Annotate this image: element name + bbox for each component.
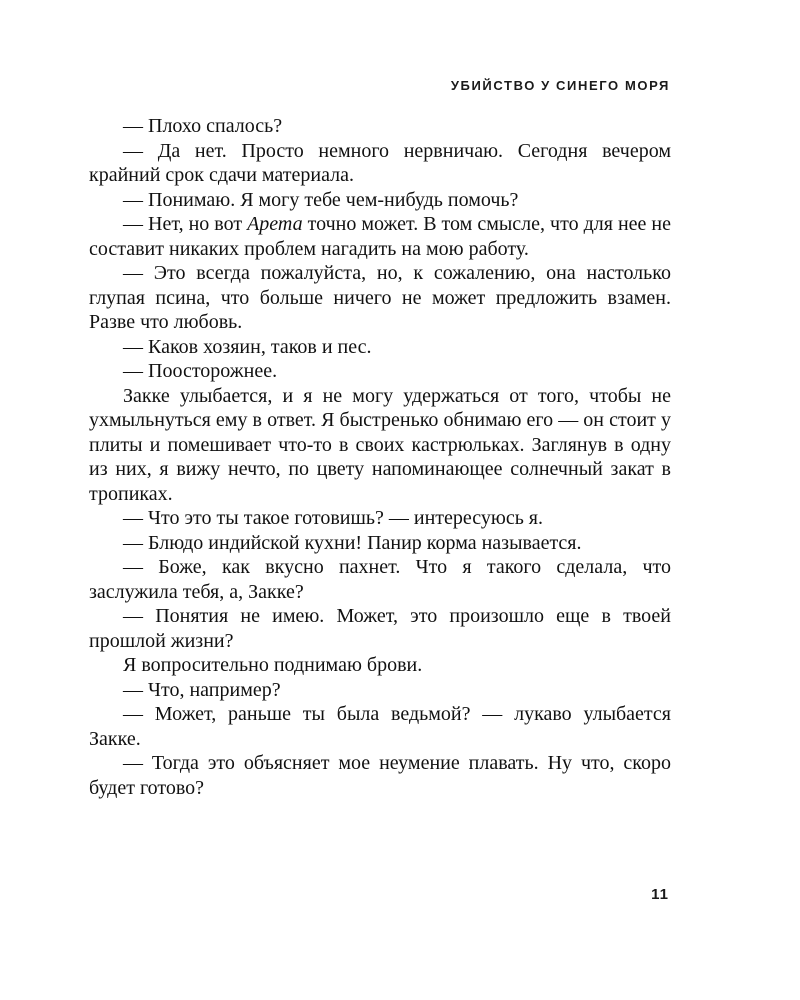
paragraph: — Это всегда пожалуйста, но, к сожалению, она настолько глупая псина, что больше ничего не может предложить взамен. Разве что любовь. (89, 262, 671, 333)
paragraph: — Да нет. Просто немного нервничаю. Сегодня вечером крайний срок сдачи материала. (89, 139, 671, 186)
running-title: УБИЙСТВО У СИНЕГО МОРЯ (450, 78, 670, 93)
paragraph: — Что, например? (123, 678, 281, 701)
paragraph: — Понимаю. Я могу тебе чем-нибудь помочь? (123, 188, 519, 211)
paragraph (89, 212, 671, 261)
paragraph: Закке улыбается, и я не могу удержаться от того, чтобы не ухмыльнуться ему в ответ. Я быстренько обнимаю его — он стоит у плиты и помешивает что-то в своих кастрюльках. Заглянув в одну из них, я вижу нечто, по цвету напоминающее солнечный закат в тропиках. (89, 384, 671, 505)
paragraph: — Поосторожнее. (123, 360, 278, 382)
paragraph: — Тогда это объясняет мое неумение плавать. Ну что, скоро будет готово? (89, 752, 671, 799)
paragraph: — Что это ты такое готовишь? — интересуюсь я. (123, 507, 544, 529)
page-number: 11 (651, 886, 669, 903)
paragraph: — Боже, как вкусно пахнет. Что я такого сделала, что заслужила тебя, а, Закке? (89, 556, 671, 603)
paragraph: — Блюдо индийской кухни! Панир корма называется. (123, 531, 582, 554)
paragraph: — Каков хозяин, таков и пес. (123, 335, 372, 358)
paragraph: — Может, раньше ты была ведьмой? — лукаво улыбается Закке. (89, 703, 671, 750)
paragraph-text: — Нет, но вот (123, 213, 248, 235)
paragraph-text: точно может. В том смысле, что для нее не составит никаких проблем нагадить на мою работу. (89, 213, 671, 260)
paragraph: — Плохо спалось? (123, 115, 283, 137)
dog-name-italic: Арета (247, 213, 303, 235)
paragraph: — Понятия не имею. Может, это произошло еще в твоей прошлой жизни? (89, 605, 671, 652)
page-body (89, 114, 671, 800)
paragraph: Я вопросительно поднимаю брови. (123, 654, 423, 676)
